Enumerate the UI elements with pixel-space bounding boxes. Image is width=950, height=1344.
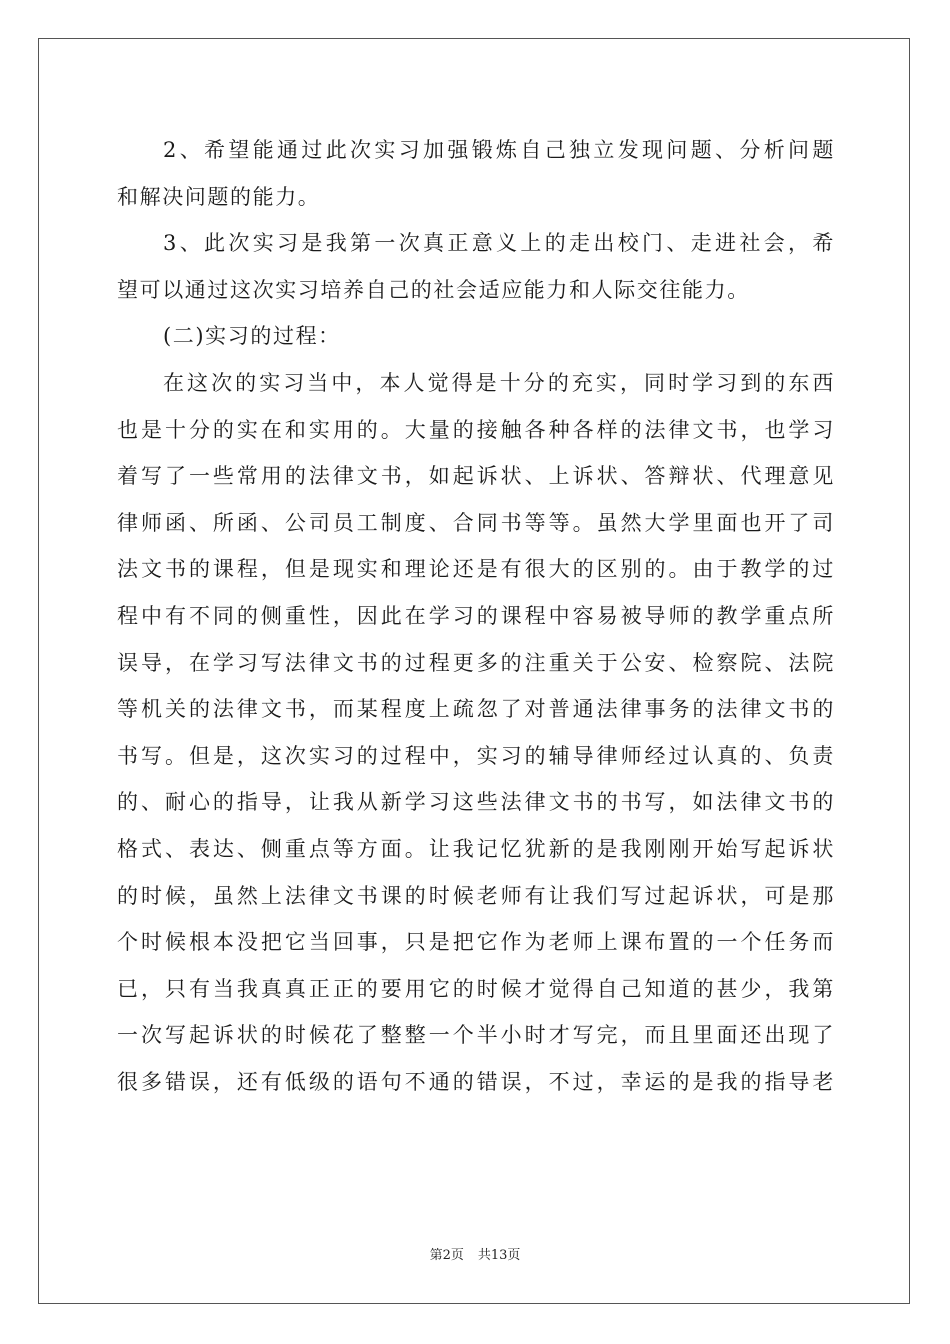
text-line: 书写。但是，这次实习的过程中，实习的辅导律师经过认真的、负责 <box>117 743 835 768</box>
text-line: 的、耐心的指导，让我从新学习这些法律文书的书写，如法律文书的 <box>117 790 835 815</box>
text-line: 一次写起诉状的时候花了整整一个半小时才写完，而且里面还出现了 <box>117 1023 835 1048</box>
document-body <box>117 127 835 1105</box>
text-line: 很多错误，还有低级的语句不通的错误，不过，幸运的是我的指导老 <box>117 1069 835 1094</box>
text-line: 望可以通过这次实习培养自己的社会适应能力和人际交往能力。 <box>117 277 750 302</box>
page-footer <box>0 1244 950 1263</box>
text-line: 误导，在学习写法律文书的过程更多的注重关于公安、检察院、法院 <box>117 650 835 675</box>
page-total: 共13页 <box>477 1248 521 1263</box>
text-line: 3、此次实习是我第一次真正意义上的走出校门、走进社会，希 <box>163 231 835 256</box>
text-line: 格式、表达、侧重点等方面。让我记忆犹新的是我刚刚开始写起诉状 <box>117 836 835 861</box>
text-line: 在这次的实习当中，本人觉得是十分的充实，同时学习到的东西 <box>163 370 835 395</box>
text-line: 程中有不同的侧重性，因此在学习的课程中容易被导师的教学重点所 <box>117 603 835 628</box>
text-line: 和解决问题的能力。 <box>117 184 321 209</box>
text-line: 个时候根本没把它当回事，只是把它作为老师上课布置的一个任务而 <box>117 930 835 955</box>
page-number: 第2页 <box>429 1248 464 1263</box>
text-line: 律师函、所函、公司员工制度、合同书等等。虽然大学里面也开了司 <box>117 510 835 535</box>
text-line: (二)实习的过程： <box>163 324 341 349</box>
text-line: 也是十分的实在和实用的。大量的接触各种各样的法律文书，也学习 <box>117 417 835 442</box>
text-line: 已，只有当我真真正正的要用它的时候才觉得自己知道的甚少，我第 <box>117 976 835 1001</box>
text-line: 法文书的课程，但是现实和理论还是有很大的区别的。由于教学的过 <box>117 557 835 582</box>
text-line: 等机关的法律文书，而某程度上疏忽了对普通法律事务的法律文书的 <box>117 697 835 722</box>
text-line: 着写了一些常用的法律文书，如起诉状、上诉状、答辩状、代理意见 <box>117 464 835 489</box>
text-line: 的时候，虽然上法律文书课的时候老师有让我们写过起诉状，可是那 <box>117 883 835 908</box>
text-line: 2、希望能通过此次实习加强锻炼自己独立发现问题、分析问题 <box>163 138 835 162</box>
